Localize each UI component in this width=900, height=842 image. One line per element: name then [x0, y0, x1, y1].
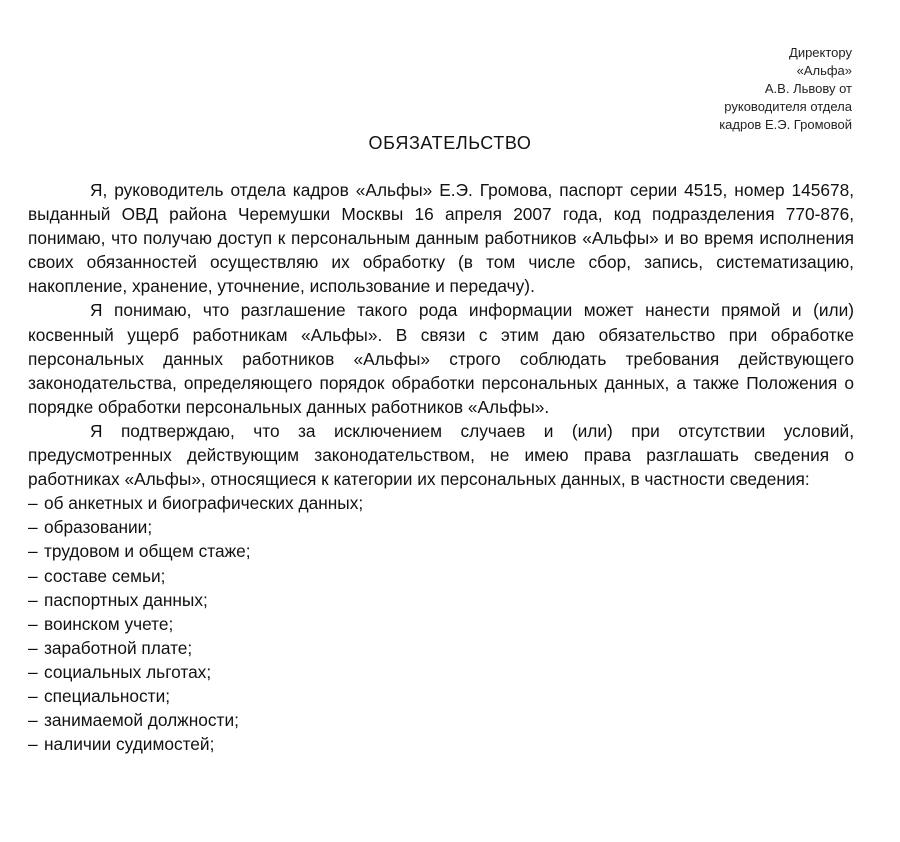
- document-title: ОБЯЗАТЕЛЬСТВО: [368, 133, 532, 153]
- list-dash: –: [28, 517, 38, 538]
- list-item: [28, 564, 854, 588]
- paragraph: Я, руководитель отдела кадров «Альфы» Е.Э. Громова, паспорт серии 4515, номер 145678, выданный ОВД района Черемушки Москвы 16 апреля 2007 года, код подразделения 770-876, понимаю, что получаю доступ к персональным данным работников «Альфы» и во время исполнения своих обязанностей осуществляю их обработку (в том числе сбор, запись, систематизацию, накопление, хранение, уточнение, использование и передачу).: [28, 180, 854, 297]
- list-dash: –: [28, 661, 38, 682]
- list-item: [28, 515, 854, 539]
- list-item: [28, 660, 854, 684]
- list-dash: –: [28, 589, 38, 610]
- document-body: [28, 178, 854, 756]
- addressee-block: [719, 44, 852, 134]
- addressee-line: кадров Е.Э. Громовой: [719, 117, 852, 132]
- list-item: [28, 491, 854, 515]
- list-item: [28, 732, 854, 756]
- list-item-text: занимаемой должности;: [44, 710, 239, 731]
- list-item-text: составе семьи;: [44, 565, 166, 586]
- list-item-text: об анкетных и биографических данных;: [44, 493, 364, 514]
- list-item-text: трудовом и общем стаже;: [44, 541, 251, 562]
- list-item-text: воинском учете;: [44, 613, 174, 634]
- paragraph: Я подтверждаю, что за исключением случаев и (или) при отсутствии условий, предусмотренных действующим законодательством, не имею права разглашать сведения о работниках «Альфы», относящиеся к категории их персональных данных, в частности сведения:: [28, 420, 854, 490]
- list-item-text: заработной плате;: [44, 637, 193, 658]
- paragraph: Я понимаю, что разглашение такого рода информации может нанести прямой и (или) косвенный ущерб работникам «Альфы». В связи с этим даю обязательство при обработке персональных данных работников «Альфы» строго соблюдать требования действующего законодательства, определяющего порядок обработки персональных данных, а также Положения о порядке обработки персональных данных работников «Альфы».: [28, 300, 854, 417]
- list-dash: –: [28, 493, 38, 514]
- list-item: [28, 636, 854, 660]
- list-item-text: специальности;: [44, 685, 171, 706]
- addressee-line: Директору: [789, 45, 852, 60]
- addressee-line: «Альфа»: [796, 63, 852, 78]
- addressee-line: А.В. Львову от: [764, 81, 852, 96]
- list-dash: –: [28, 734, 38, 755]
- list-item-text: паспортных данных;: [44, 589, 208, 610]
- list-item-text: социальных льготах;: [44, 661, 212, 682]
- list-item: [28, 708, 854, 732]
- list-item: [28, 588, 854, 612]
- list-dash: –: [28, 685, 38, 706]
- list-item: [28, 684, 854, 708]
- list-dash: –: [28, 541, 38, 562]
- list-item: [28, 539, 854, 563]
- list-dash: –: [28, 637, 38, 658]
- list-dash: –: [28, 565, 38, 586]
- list-item-text: образовании;: [44, 517, 153, 538]
- list-item-text: наличии судимостей;: [44, 734, 215, 755]
- information-list: [28, 491, 854, 756]
- addressee-line: руководителя отдела: [724, 99, 852, 114]
- list-item: [28, 612, 854, 636]
- list-dash: –: [28, 710, 38, 731]
- list-dash: –: [28, 613, 38, 634]
